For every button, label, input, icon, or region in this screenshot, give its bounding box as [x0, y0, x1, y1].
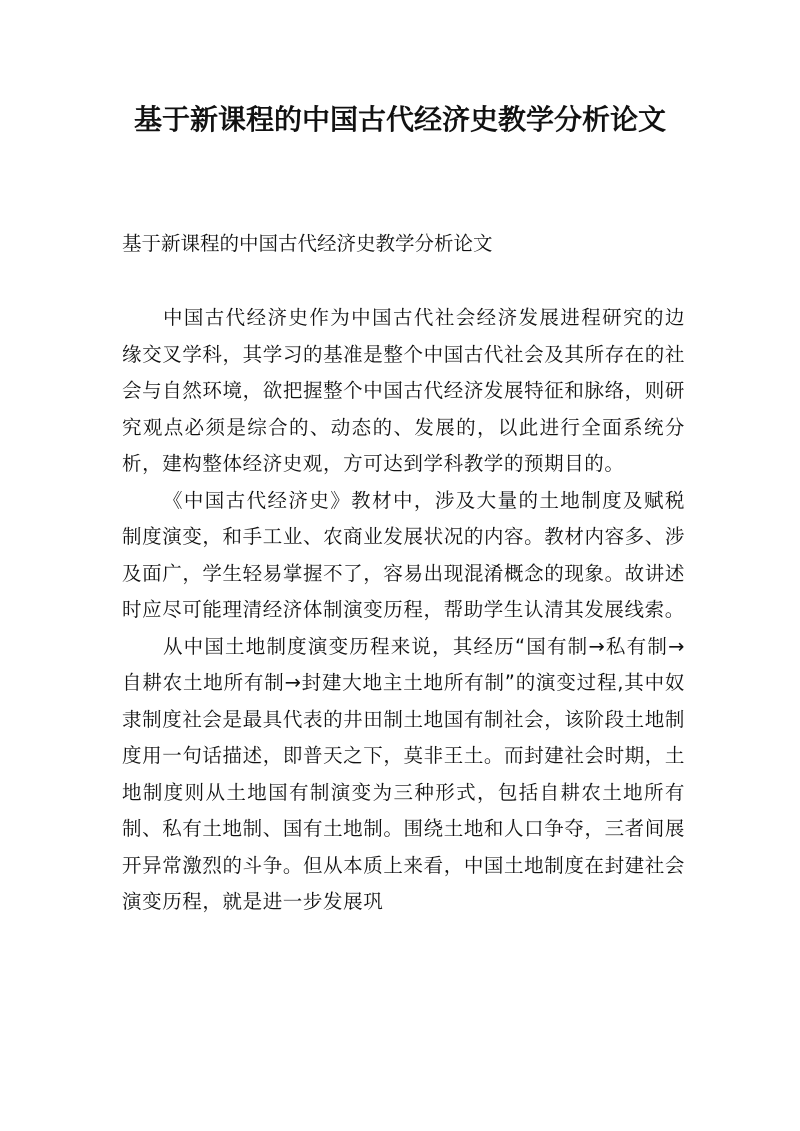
document-body: [122, 300, 685, 921]
paragraph: 中国古代经济史作为中国古代社会经济发展进程研究的边缘交叉学科，其学习的基准是整个中国古代社会及其所存在的社会与自然环境，欲把握整个中国古代经济发展特征和脉络，则研究观点必须是综合的、动态的、发展的，以此进行全面系统分析，建构整体经济史观，方可达到学科教学的预期目的。: [122, 306, 685, 475]
document-subtitle: 基于新课程的中国古代经济史教学分析论文: [122, 232, 493, 255]
paragraph: 从中国土地制度演变历程来说，其经历“国有制→私有制→自耕农土地所有制→封建大地主土地所有制”的演变过程,其中奴隶制度社会是最具代表的井田制土地国有制社会，该阶段土地制度用一句话描述，即普天之下，莫非王土。而封建社会时期，土地制度则从土地国有制演变为三种形式，包括自耕农土地所有制、私有土地制、国有土地制。围绕土地和人口争夺，三者间展开异常激烈的斗争。但从本质上来看，中国土地制度在封建社会演变历程，就是进一步发展巩: [122, 634, 685, 913]
paragraph: 《中国古代经济史》教材中，涉及大量的土地制度及赋税制度演变，和手工业、农商业发展状况的内容。教材内容多、涉及面广，学生轻易掌握不了，容易出现混淆概念的现象。故讲述时应尽可能理清经济体制演变历程，帮助学生认清其发展线索。: [122, 488, 685, 621]
document-title: 基于新课程的中国古代经济史教学分析论文: [133, 103, 666, 136]
